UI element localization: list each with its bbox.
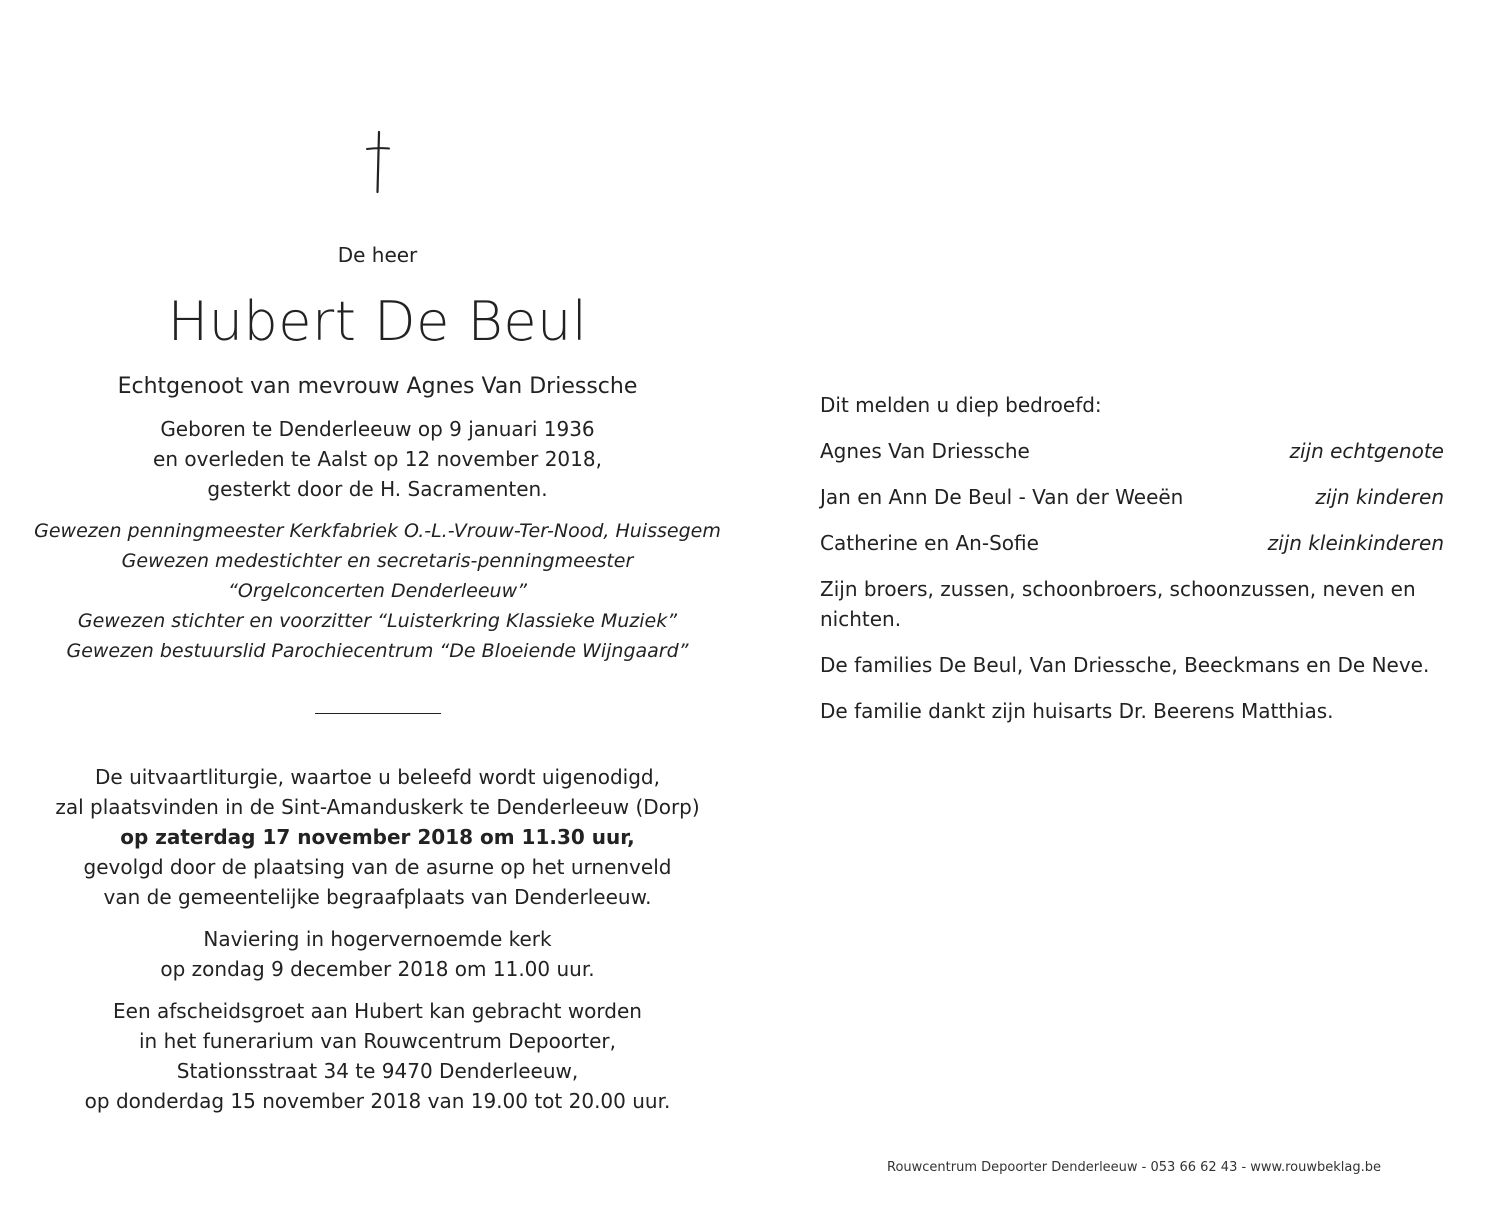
family-relation: zijn kleinkinderen: [1267, 531, 1444, 555]
family-name: Catherine en An-Sofie: [820, 531, 1039, 555]
funeral-date-line: op zaterdag 17 november 2018 om 11.30 uur,: [120, 825, 635, 849]
spouse-line: Echtgenoot van mevrouw Agnes Van Driessche: [117, 374, 638, 399]
funeral-line: van de gemeentelijke begraafplaats van Denderleeuw.: [103, 885, 652, 909]
birth-line: Geboren te Denderleeuw op 9 januari 1936: [160, 417, 595, 441]
role-line: Gewezen medestichter en secretaris-penningmeester: [121, 550, 634, 572]
extra-line: Zijn broers, zussen, schoonbroers, schoonzussen, neven en nichten.: [820, 577, 1416, 631]
role-line: “Orgelconcerten Denderleeuw”: [228, 580, 527, 602]
left-column: [30, 130, 725, 1116]
extra-line: De families De Beul, Van Driessche, Beeckmans en De Neve.: [820, 653, 1430, 677]
birth-death-block: [30, 414, 725, 504]
family-row: [820, 436, 1444, 466]
farewell-line: in het funerarium van Rouwcentrum Depoorter,: [138, 1029, 616, 1053]
naviering-line: op zondag 9 december 2018 om 11.00 uur.: [160, 957, 595, 981]
death-line: en overleden te Aalst op 12 november 2018,: [153, 447, 602, 471]
intro-line: Dit melden u diep bedroefd:: [820, 393, 1102, 417]
family-row: [820, 482, 1444, 512]
naviering-line: Naviering in hogervernoemde kerk: [203, 927, 552, 951]
family-relation: zijn echtgenote: [1289, 439, 1444, 463]
funeral-block: [30, 762, 725, 912]
extra-line: De familie dankt zijn huisarts Dr. Beerens Matthias.: [820, 699, 1334, 723]
naviering-block: [30, 924, 725, 984]
funeral-line: gevolgd door de plaatsing van de asurne op het urnenveld: [83, 855, 672, 879]
cross-icon: [363, 130, 393, 194]
funeral-line: zal plaatsvinden in de Sint-Amanduskerk te Denderleeuw (Dorp): [55, 795, 700, 819]
family-name: Jan en Ann De Beul - Van der Weeën: [820, 485, 1184, 509]
funeral-line: De uitvaartliturgie, waartoe u beleefd wordt uigenodigd,: [95, 765, 660, 789]
family-relation: zijn kinderen: [1315, 485, 1444, 509]
farewell-line: op donderdag 15 november 2018 van 19.00 tot 20.00 uur.: [84, 1089, 671, 1113]
role-line: Gewezen stichter en voorzitter “Luisterkring Klassieke Muziek”: [77, 610, 678, 632]
divider-line: [315, 713, 441, 714]
role-line: Gewezen penningmeester Kerkfabriek O.-L.-Vrouw-Ter-Nood, Huissegem: [34, 520, 721, 542]
honorific: De heer: [337, 243, 418, 267]
family-name: Agnes Van Driessche: [820, 439, 1030, 463]
role-line: Gewezen bestuurslid Parochiecentrum “De Bloeiende Wijngaard”: [66, 640, 689, 662]
family-row: [820, 528, 1444, 558]
deceased-name: Hubert De Beul: [167, 290, 588, 353]
right-column: [820, 390, 1444, 742]
roles-block: [30, 516, 725, 666]
farewell-block: [30, 996, 725, 1116]
farewell-line: Stationsstraat 34 te 9470 Denderleeuw,: [176, 1059, 579, 1083]
sacraments-line: gesterkt door de H. Sacramenten.: [207, 477, 548, 501]
farewell-line: Een afscheidsgroet aan Hubert kan gebracht worden: [113, 999, 642, 1023]
footer-contact: Rouwcentrum Depoorter Denderleeuw - 053 66 62 43 - www.rouwbeklag.be: [887, 1160, 1381, 1175]
